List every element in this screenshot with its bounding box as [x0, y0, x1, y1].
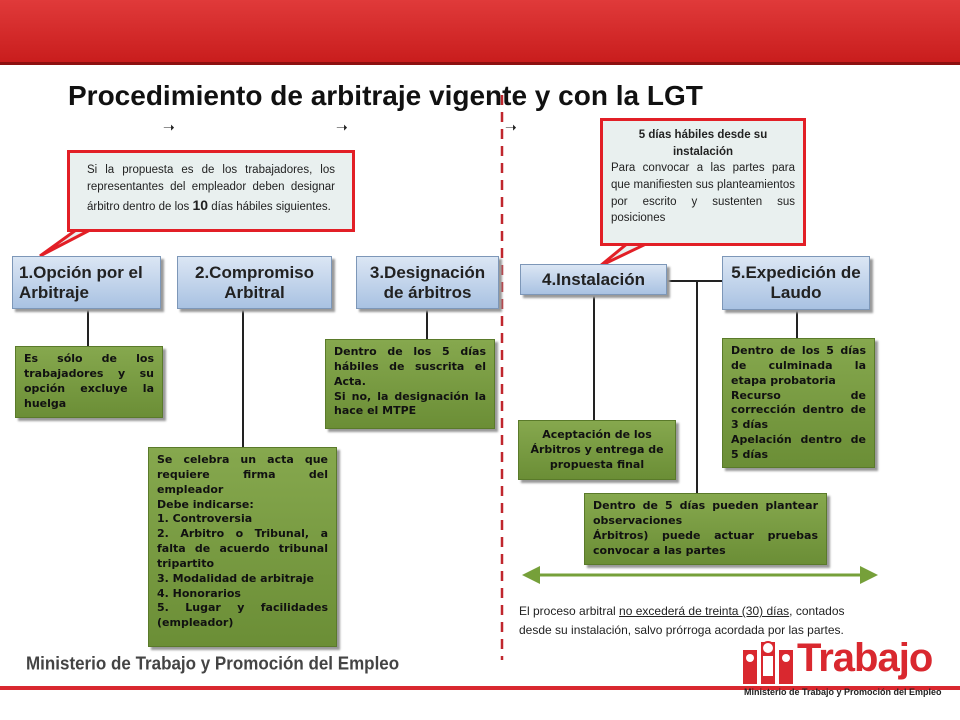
- note-line: 1. Controversia: [157, 512, 253, 526]
- page-title: Procedimiento de arbitraje vigente y con la LGT: [68, 80, 703, 111]
- note-opcion-arbitraje: Es sólo de los trabajadores y su opción excluye la huelga: [15, 346, 163, 418]
- ministry-name: Ministerio de Trabajo y Promoción del Empleo: [26, 653, 400, 674]
- note-line: Recurso de corrección dentro de 3 días: [731, 388, 866, 432]
- note-line: Árbitros) puede actuar pruebas convocar a las partes: [593, 528, 818, 557]
- note-line: 5. Lugar y facilidades (empleador): [157, 601, 328, 630]
- note-underlined: no excederá de treinta (30) días: [619, 604, 790, 618]
- step-designacion-arbitros: 3.Designación de árbitros: [356, 256, 499, 309]
- arrow-right-icon: ➝: [505, 119, 517, 135]
- step-opcion-arbitraje: 1.Opción por el Arbitraje: [12, 256, 161, 309]
- callout-number: 10: [192, 197, 209, 214]
- step-compromiso-arbitral: 2.Compromiso Arbitral: [177, 256, 332, 309]
- note-line: Si no, la designación la hace el MTPE: [334, 389, 486, 418]
- note-line: 2. Arbitro o Tribunal, a falta de acuerdo tribunal tripartito: [157, 527, 328, 570]
- logo-subtitle: Ministerio de Trabajo y Promoción del Empleo: [744, 687, 942, 697]
- note-observaciones: [584, 493, 827, 565]
- note-line: Dentro de los 5 días hábiles de suscrita el Acta.: [334, 345, 486, 388]
- deadline-note: [519, 602, 879, 639]
- note-text-end: , contados desde su instalación, salvo prórroga acordada por las partes.: [519, 604, 845, 637]
- note-compromiso-arbitral: [148, 447, 337, 647]
- logo-wordmark: Trabajo: [797, 636, 933, 680]
- note-line: Dentro de 5 días pueden plantear observaciones: [593, 499, 818, 527]
- note-line: Dentro de los 5 días de culminada la etapa probatoria: [731, 344, 866, 387]
- note-designacion-arbitros: [325, 339, 495, 429]
- note-line: Se celebra un acta que requiere firma del empleador: [157, 453, 328, 496]
- note-aceptacion-arbitros: Aceptación de los Árbitros y entrega de propuesta final: [518, 420, 676, 480]
- note-line: 4. Honorarios: [157, 586, 241, 600]
- note-text: El proceso arbitral: [519, 604, 620, 618]
- arrow-right-icon: ➝: [336, 119, 348, 135]
- note-line: Debe indicarse:: [157, 497, 254, 511]
- trabajo-logo-icon: [741, 636, 795, 686]
- step-expedicion-laudo: 5.Expedición de Laudo: [722, 256, 870, 310]
- callout-text: Si la propuesta es de los trabajadores, los representantes del empleador deben designar árbitro dentro de los: [87, 164, 335, 214]
- note-line: Apelación dentro de 5 días: [731, 433, 866, 461]
- note-line: 3. Modalidad de arbitraje: [157, 571, 314, 585]
- callout-installation-deadline: [600, 118, 806, 246]
- callout-designation-deadline: [67, 150, 355, 232]
- note-expedicion-laudo: [722, 338, 875, 468]
- step-instalacion: 4.Instalación: [520, 264, 667, 295]
- arrow-right-icon: ➝: [163, 119, 175, 135]
- callout-body: Para convocar a las partes para que manifiesten sus planteamientos por escrito y sustenten sus posiciones: [611, 162, 795, 225]
- callout-text-end: días hábiles siguientes.: [208, 201, 331, 214]
- callout-heading: 5 días hábiles desde su instalación: [638, 129, 768, 158]
